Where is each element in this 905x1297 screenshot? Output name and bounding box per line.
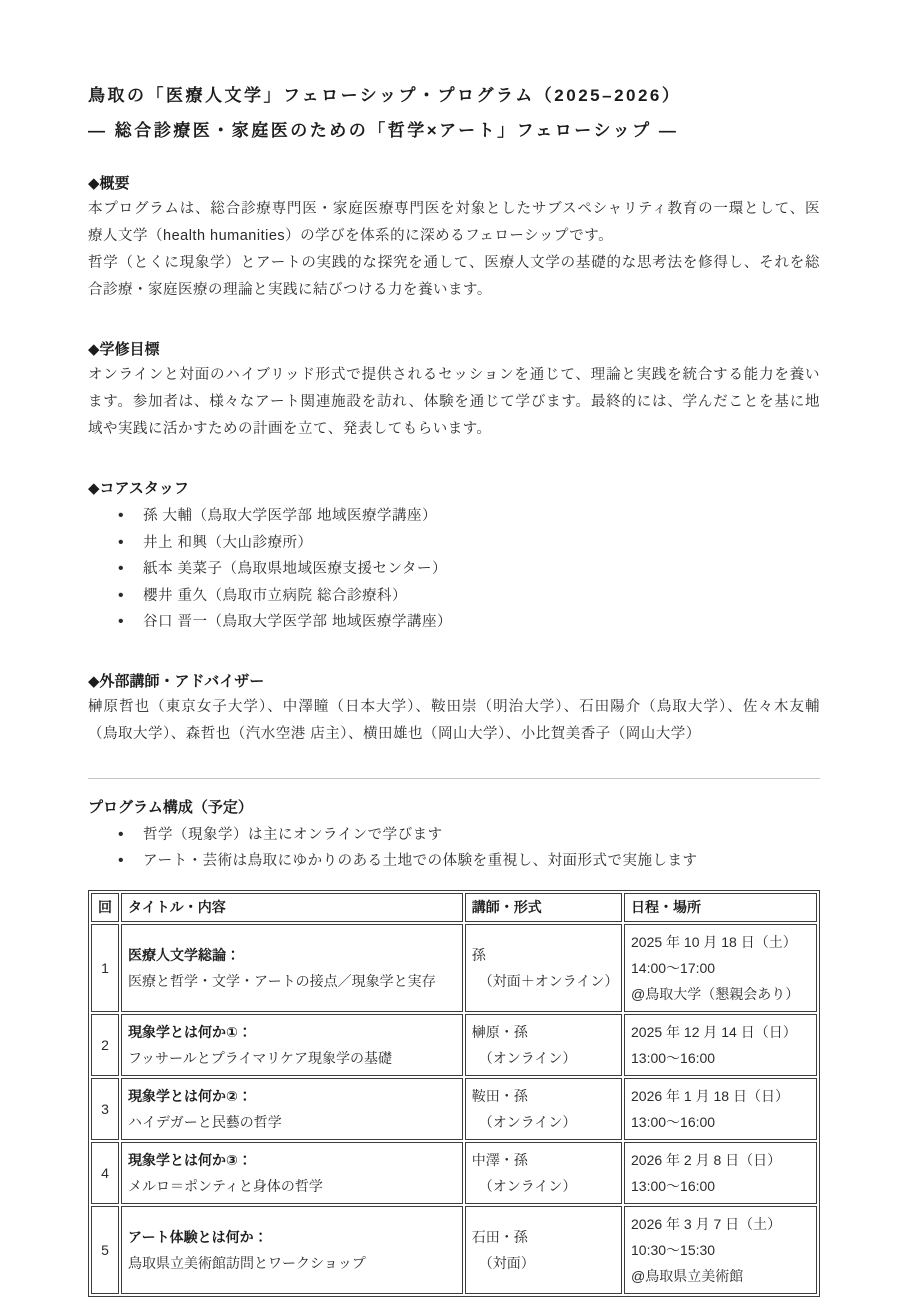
session-title-cell xyxy=(121,1078,463,1140)
section-divider xyxy=(88,778,820,779)
session-place: @鳥取大学（懇親会あり） xyxy=(631,985,800,1002)
session-date: 2026 年 3 月 7 日（土） xyxy=(631,1215,782,1232)
session-lecturer-cell xyxy=(465,1078,622,1140)
session-subtitle: メルロ＝ポンティと身体の哲学 xyxy=(128,1177,323,1194)
session-lecturer-cell xyxy=(465,1206,622,1294)
session-date: 2025 年 12 月 14 日（日） xyxy=(631,1023,797,1040)
list-item: • アート・芸術は鳥取にゆかりのある土地での体験を重視し、対面形式で実施します xyxy=(88,848,820,875)
table-row xyxy=(91,924,817,1012)
overview-heading: ◆概要 xyxy=(88,175,130,192)
session-time: 13:00～16:00 xyxy=(631,1113,716,1130)
title-line-1: 鳥取の「医療人文学」フェローシップ・プログラム（2025–2026） xyxy=(88,86,682,105)
session-format: （対面＋オンライン） xyxy=(478,972,619,989)
session-format: （オンライン） xyxy=(478,1177,577,1194)
program-heading: プログラム構成（予定） xyxy=(88,798,253,816)
document-title xyxy=(88,78,820,148)
goals-paragraph: オンラインと対面のハイブリッド形式で提供されるセッションを通じて、理論と実践を統合する能力を養います。参加者は、様々なアート関連施設を訪れ、体験を通じて学びます。最終的には、学んだことを基に地域や実践に活かすための計画を立て、発表してもらいます。 xyxy=(88,367,820,437)
goals-heading: ◆学修目標 xyxy=(88,341,160,358)
column-header-date: 日程・場所 xyxy=(624,893,817,922)
table-header-row xyxy=(91,893,817,922)
session-lecturer-cell xyxy=(465,924,622,1012)
column-header-title: タイトル・内容 xyxy=(121,893,463,922)
list-item: • 哲学（現象学）は主にオンラインで学びます xyxy=(88,822,820,849)
session-date-cell xyxy=(624,1014,817,1076)
session-date-cell xyxy=(624,1078,817,1140)
table-row xyxy=(91,1078,817,1140)
session-title-cell xyxy=(121,1142,463,1204)
lecturer-name: 鞍田・孫 xyxy=(471,1087,528,1104)
session-title-cell xyxy=(121,924,463,1012)
session-title: 現象学とは何か③： xyxy=(128,1151,252,1168)
session-number: 2 xyxy=(91,1014,119,1076)
lecturer-name: 孫 xyxy=(471,946,486,963)
list-item: • 谷口 晋一（鳥取大学医学部 地域医療学講座） xyxy=(88,609,820,636)
session-date-cell xyxy=(624,1206,817,1294)
list-item: • 井上 和興（大山診療所） xyxy=(88,530,820,557)
lecturer-name: 榊原・孫 xyxy=(471,1023,528,1040)
session-date: 2026 年 1 月 18 日（日） xyxy=(631,1087,789,1104)
lecturer-name: 中澤・孫 xyxy=(471,1151,528,1168)
session-time: 13:00～16:00 xyxy=(631,1177,716,1194)
core-staff-list xyxy=(88,503,820,636)
section-core-staff xyxy=(88,477,820,636)
section-advisors xyxy=(88,670,820,748)
overview-paragraph-2: 哲学（とくに現象学）とアートの実践的な探究を通して、医療人文学の基礎的な思考法を修得し、それを総合診療・家庭医療の理論と実践に結びつける力を養います。 xyxy=(88,255,820,298)
session-number: 4 xyxy=(91,1142,119,1204)
session-date: 2025 年 10 月 18 日（土） xyxy=(631,933,797,950)
section-goals xyxy=(88,338,820,443)
session-format: （オンライン） xyxy=(478,1049,577,1066)
advisors-paragraph: 榊原哲也（東京女子大学）、中澤瞳（日本大学）、鞍田崇（明治大学）、石田陽介（鳥取大学）、佐々木友輔（鳥取大学）、森哲也（汽水空港 店主）、横田雄也（岡山大学）、小比賀美香子（岡山大学） xyxy=(88,698,820,742)
program-notes-list xyxy=(88,822,820,875)
session-time: 14:00～17:00 xyxy=(631,959,716,976)
column-header-no: 回 xyxy=(91,893,119,922)
session-title: 現象学とは何か①： xyxy=(128,1023,252,1040)
session-time: 10:30～15:30 xyxy=(631,1241,716,1258)
table-row xyxy=(91,1014,817,1076)
session-title: アート体験とは何か： xyxy=(128,1228,268,1245)
session-number: 1 xyxy=(91,924,119,1012)
section-overview xyxy=(88,172,820,304)
list-item: • 孫 大輔（鳥取大学医学部 地域医療学講座） xyxy=(88,503,820,530)
section-program xyxy=(88,796,820,875)
table-row xyxy=(91,1142,817,1204)
title-line-2: ― 総合診療医・家庭医のための「哲学×アート」フェローシップ ― xyxy=(88,121,679,140)
session-date: 2026 年 2 月 8 日（日） xyxy=(631,1151,782,1168)
session-number: 3 xyxy=(91,1078,119,1140)
session-number: 5 xyxy=(91,1206,119,1294)
core-staff-heading: ◆コアスタッフ xyxy=(88,480,189,497)
session-date-cell xyxy=(624,1142,817,1204)
list-item: • 櫻井 重久（鳥取市立病院 総合診療科） xyxy=(88,583,820,610)
session-subtitle: ハイデガーと民藝の哲学 xyxy=(128,1113,282,1130)
session-title-cell xyxy=(121,1014,463,1076)
overview-paragraph-1: 本プログラムは、総合診療専門医・家庭医療専門医を対象としたサブスペシャリティ教育の一環として、医療人文学（health humanities）の学びを体系的に深めるフェローシップです。 xyxy=(88,201,820,244)
session-subtitle: 鳥取県立美術館訪問とワークショップ xyxy=(128,1254,366,1271)
list-item: • 紙本 美菜子（鳥取県地域医療支援センター） xyxy=(88,556,820,583)
session-format: （対面） xyxy=(478,1254,535,1271)
session-place: @鳥取県立美術館 xyxy=(631,1267,744,1284)
column-header-lecturer: 講師・形式 xyxy=(465,893,622,922)
advisors-heading: ◆外部講師・アドバイザー xyxy=(88,672,265,690)
session-lecturer-cell xyxy=(465,1142,622,1204)
session-lecturer-cell xyxy=(465,1014,622,1076)
session-title-cell xyxy=(121,1206,463,1294)
program-schedule-table xyxy=(88,890,820,1297)
session-subtitle: フッサールとプライマリケア現象学の基礎 xyxy=(128,1049,393,1066)
session-title: 医療人文学総論： xyxy=(128,946,240,963)
session-subtitle: 医療と哲学・文学・アートの接点／現象学と実存 xyxy=(128,972,436,989)
session-date-cell xyxy=(624,924,817,1012)
session-time: 13:00～16:00 xyxy=(631,1049,716,1066)
table-row xyxy=(91,1206,817,1294)
lecturer-name: 石田・孫 xyxy=(471,1228,528,1245)
session-title: 現象学とは何か②： xyxy=(128,1087,252,1104)
session-format: （オンライン） xyxy=(478,1113,577,1130)
